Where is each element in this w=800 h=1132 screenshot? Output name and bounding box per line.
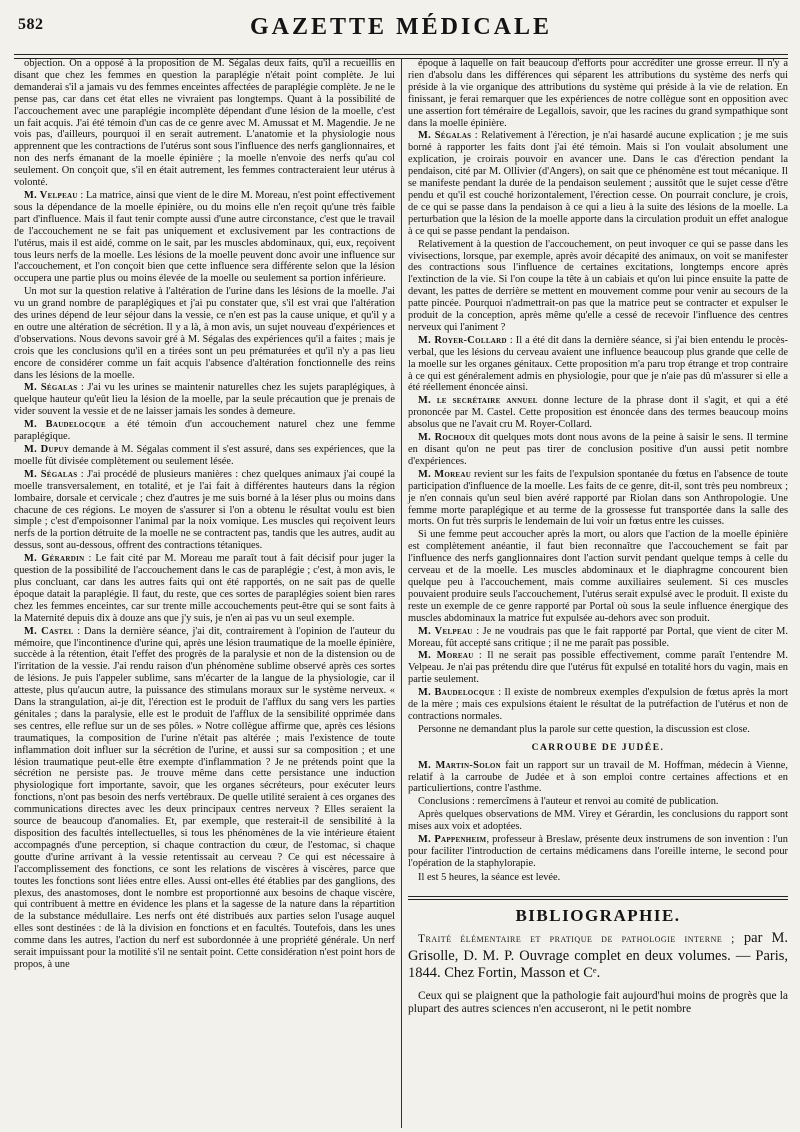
paragraph-text: Conclusions : remercîmens à l'auteur et renvoi au comité de publication. — [418, 796, 719, 808]
paragraph — [14, 444, 395, 468]
paragraph-text: : Le fait cité par M. Moreau me paraît tout à fait décisif pour juger la question de la possibilité de l'accouchement dans le cas de paraplégie ; c'est, à mon avis, le plus concluant, car dans les autres faits qui ont été rapportés, on ne sait pas de quelle époque datait la paraplégie. Il faut, du reste, que ces sortes de paraplégies soient bien rares chez les femmes enceintes, car sur trente mille accouchements peut-être qui se sont faits à la Maternité depuis dix à douze ans que j'y suis, je n'en ai pas vu un seul exemple. — [14, 553, 395, 624]
right-column — [401, 58, 788, 1128]
paragraph-text: Personne ne demandant plus la parole sur cette question, la discussion est close. — [418, 723, 750, 735]
book-details: par M. Grisolle, D. M. P. Ouvrage complet en deux volumes. — Paris, 1844. Chez Fortin, Masson et Cᵉ. — [408, 929, 788, 981]
speaker-name: M. Ségalas — [24, 468, 78, 480]
paragraph — [408, 335, 788, 395]
paragraph-text: demande à M. Ségalas comment il s'est assuré, dans ses expériences, que la moelle fût divisée complètement ou seulement lésée. — [14, 444, 395, 467]
paragraph — [408, 529, 788, 624]
review-intro: Ceux qui se plaignent que la pathologie fait aujourd'hui moins de progrès que la plupart des autres sciences n'en accuseront, ni le petit nombre — [408, 989, 788, 1015]
paragraph-text: : Je ne voudrais pas que le fait rapporté par Portal, que vient de citer M. Moreau, fût accepté sans critique ; il ne me paraît pas possible. — [408, 625, 788, 649]
paragraph — [408, 395, 788, 431]
speaker-name: M. Ségalas — [418, 130, 472, 142]
speaker-name: M. Castel — [24, 625, 74, 637]
section-divider — [408, 896, 788, 900]
right-column-proceedings — [408, 58, 788, 736]
paragraph-text: Un mot sur la question relative à l'altération de l'urine dans les lésions de la moelle. J'ai vu un grand nombre de paraplégiques et j'ai pu constater que, s'il est vrai que l'altération des urines dépend de leur séjour dans la vessie, ce n'en est pas la cause unique, et qu'il y a en outre une altération de sécrétion. Il y a là, à mon avis, un sujet nouveau d'expériences et d'observations. Nous devons savoir gré à M. Ségalas des expériences qu'il a faites ; mais je crois que les conclusions qu'il en a tirées sont un peu prématurées et qu'il n'y a pas lieu encore de considérer comme un fait acquis l'absence d'altération fonctionnelle des reins dans les lésions de la moelle. — [14, 286, 395, 381]
paragraph-text: époque à laquelle on fait beaucoup d'efforts pour accréditer une grosse erreur. Il n'y a rien d'absolu dans les différences qui séparent les attributions du système des nerfs qui préside à la vie organique des attributions du système qui préside à la vie de relation. En finissant, je ferai remarquer que les expériences de notre collègue sont en opposition avec une assertion fort téméraire de Legallois, savoir, que les racines du grand sympathique sont dans la moelle épinière. — [408, 58, 788, 129]
book-title: Traité élémentaire et pratique de pathologie interne ; — [418, 932, 735, 945]
speaker-name: M. Ségalas — [24, 382, 78, 394]
left-column — [14, 58, 401, 1128]
paragraph-text: : Il existe de nombreux exemples d'expulsion de fœtus après la mort de la mère ; mais ces expulsions étaient le résultat de la putréfaction de l'utérus et non de contractions normales. — [408, 687, 788, 722]
paragraph — [14, 382, 395, 418]
paragraph-text: Après quelques observations de MM. Virey et Gérardin, les conclusions du rapport sont mises aux voix et adoptées. — [408, 809, 788, 833]
bibliography-title: BIBLIOGRAPHIE. — [515, 905, 681, 925]
columns — [14, 58, 788, 1128]
paragraph-text: donne lecture de la phrase dont il s'agit, et qui a été prononcée par M. Castel. Cette proposition est énoncée dans des termes beaucoup moins absolus que ne l'avait cru M. Royer-Collard. — [408, 395, 788, 431]
paragraph — [408, 58, 788, 129]
speaker-name: M. Baudelocque — [24, 419, 107, 431]
masthead — [14, 8, 788, 60]
journal-title: GAZETTE MÉDICALE — [249, 14, 553, 40]
paragraph — [408, 687, 788, 723]
speaker-name: M. Moreau — [418, 468, 472, 480]
paragraph-text: , professeur à Breslaw, présente deux instrumens de son invention : l'un pour faciliter l'introduction de certains médicamens dans l'oreille interne, le second pour l'opération de la staphylorapie. — [408, 834, 788, 869]
paragraph-text: : Relativement à l'érection, je n'ai hasardé aucune explication ; je me suis borné à rapporter les faits dont j'ai été témoin. Mais si l'on voulait absolument une explication, je croirais pouvoir en avancer une. Dans le cas d'érection pendant la pendaison, cité par M. Ollivier (d'Angers), on sait que ce phénomène est tout mécanique. Il se manifeste pendant la durée de la pendaison seulement ; aussitôt que le sujet cesse d'être pendu et qu'il est couché horizontalement, l'érection cesse. On pourrait conclure, je crois, de ce qui se passe dans la pendaison à ce qui a lieu à la suite des lésions de la moelle. La perturbation que la lésion de la moelle apporte dans la circulation produit un effet analogue à ce qui se passe pendant la pendaison. — [408, 130, 788, 237]
paragraph — [408, 469, 788, 529]
speaker-name: M. Rochoux — [418, 432, 476, 444]
paragraph — [14, 626, 395, 971]
speaker-name: M. Martin-Solon — [418, 759, 502, 771]
paragraph-text: revient sur les faits de l'expulsion spontanée du fœtus en l'absence de toute participation d'influence de la moelle. Les faits de ce genre, dit-il, sont très peu nombreux ; je n'en connais qu'un seul bien avéré rapporté par Riolan dans son Anthropologie. Une femme morte paraplégique et au terme de la grossesse fut transportée dans la salle des morts. On fut très surpris le lendemain de lui voir un fœtus entre les cuisses. — [408, 468, 788, 528]
paragraph — [408, 650, 788, 686]
speaker-name: M. Velpeau — [24, 189, 78, 201]
paragraph — [408, 724, 788, 736]
header-rule — [14, 54, 788, 55]
paragraph — [14, 190, 395, 285]
paragraph-text: Relativement à la question de l'accouchement, on peut invoquer ce qui se passe dans les vivisections, lorsque, par exemple, après avoir décapité des animaux, on voit se manifester des contractions sous l'influence de certaines excitations, longtemps encore après l'extinction de la vie. Si l'on coupe la tête à un cabiais et qu'on lui pince ensuite la patte de devant, les pattes de derrière se mettent en mouvement comme pour venir au secours de la patte pincée. Pourquoi n'admettrait-on pas que la matrice peut se contracter et expulser le produit de la conception, après même qu'elle a cessé de recevoir l'influence des centres nerveux qui l'animent ? — [408, 238, 788, 333]
paragraph-text: : J'ai vu les urines se maintenir naturelles chez les sujets paraplégiques, à quelque hauteur qu'eût lieu la lésion de la moelle, par la seule précaution que je prenais de vider souvent la vessie et de ne laisser jamais les sondes à demeure. — [14, 382, 395, 418]
paragraph — [408, 809, 788, 833]
speaker-name: M. Baudelocque — [418, 687, 495, 699]
paragraph-text: Si une femme peut accoucher après la mort, ou alors que l'action de la moelle épinière est complètement anéantie, il faut bien reconnaître que l'accouchement se fait par l'influence des nerfs ganglionnaires dont l'action survit pendant quelque temps à celle du cerveau et de la moelle. Les muscles abdominaux et le diaphragme concourent bien quelque peu à l'accouchement, mais comme auxiliaires seulement. Si ces muscles pouvaient produire seuls l'accouchement, l'utérus serait expulsé avec le produit. Il existe du reste un exemple de ce genre rapporté par Portal où sous la seule influence énergique des muscles abdominaux la matrice fut expulsée au-dehors avec son produit. — [408, 529, 788, 624]
paragraph — [408, 626, 788, 650]
paragraph — [408, 796, 788, 808]
speaker-name: M. Pappenheim — [418, 834, 487, 846]
paragraph-text: dit quelques mots dont nous avons de la peine à saisir le sens. Il termine en disant qu'on ne peut pas tirer de conclusion positive d'un aussi petit nombre d'expériences. — [408, 432, 788, 467]
page-number: 582 — [18, 16, 44, 33]
paragraph — [14, 419, 395, 443]
closing-line: Il est 5 heures, la séance est levée. — [418, 871, 561, 883]
speaker-name: M. Royer-Collard — [418, 334, 507, 346]
speaker-name: M. Velpeau — [418, 625, 473, 637]
section-subhead: CARROUBE DE JUDÉE. — [531, 742, 665, 753]
paragraph — [14, 58, 395, 189]
paragraph-text: fait un rapport sur un travail de M. Hoffman, médecin à Vienne, relatif à la carroube de Judée et à son emploi contre certaines affections et en particuliertions, contre l'asthme. — [408, 759, 788, 795]
paragraph-text: : J'ai procédé de plusieurs manières : chez quelques animaux j'ai coupé la moelle transversalement, en totalité, et je l'ai fait à différentes hauteurs dans la région lombaire, dorsale et cervicale ; chez d'autres je me suis borné à la léser plus ou moins dans chacune de ces régions. Le moyen de s'assurer si l'on a obtenu le résultat voulu est bien simple ; c'est d'empoisonner l'animal par la noix vomique. Les muscles qui reçoivent leurs nerfs de la portion détruite de la moelle ne se contractent pas, tandis que les autres, audit au dessus, sont au-dessous, offrent des contractions tétaniques. — [14, 468, 395, 552]
paragraph-text: : Dans la dernière séance, j'ai dit, contrairement à l'opinion de l'auteur du mémoire, que l'incontinence d'urine qui, après une lésion traumatique de la moelle épinière, succède à la rétention, était l'effet des progrès de la paralysie et non de la distension ou de l'irritation de la vessie. J'ai rendu raison d'un phénomène sublime observé après ces sortes de lésions. Je puis l'appeler sublime, sans m'écarter de la langue de la physiologie, car il atteste, plus qu'aucun autre, la puissance des stimulans moraux sur le système nerveux. « Dans la strangulation, ai-je dit, l'érection est le produit de l'afflux du sang vers les parties génitales ; dans la paralysie, elle est le produit de l'afflux de la sensibilité opprimée dans ses centres, elle reflue sur un de ses pôles. » Notre collègue affirme que, après ces lésions traumatiques, la composition de l'urine n'était pas altérée ; mais l'existence de toute inflammation doit influer sur la sécrétion de l'urine, et aussi sur sa composition ; et une lésion traumatique peut-elle être exempte d'inflammation ? Je ne prétends point que la sécrétion ne persiste pas. Je trouve même dans cette persistance une induction physiologique fort importante, savoir, que les organes sécréteurs, pour exécuter leurs fonctions, n'ont pas besoin des nerfs vertébraux. De quelle utilité seraient à ces organes des communications directes avec les deux principaux centres nerveux ? Elles seraient la source de beaucoup d'anomalies. Et, par exemple, que resterait-il de sensibilité à la disposition des facultés intellectuelles, si tous les phénomènes de la vie intérieure étaient accompagnés d'une perception, si chaque contraction du cœur, de l'estomac, si chaque goutte d'urine arrivant à la vessie retentissait au cerveau ? Ce qui est nécessaire à l'accomplissement des fonctions, ce sont les relations de viscères à viscères, parce que toutes les fonctions sont liées entre elles. Aussi ont-elles été établies par des ganglions, des plexus, des anastomoses, dont le nombre est proportionné aux besoins de chaque viscère, qui contribuent à mettre en évidence les plans et la sagesse de la nature dans la répartition de la substance médullaire. Les nerfs ont été distribués aux parties selon l'usage auquel elles sont destinées : de là la division en fonctions et en facultés. Toutefois, dans les unes comme dans les autres, l'action du nerf est subordonnée à une propriété générale. Un nerf serait impuissant pour la motilité s'il ne sentait point. Cette considération n'est point hors de propos, à une — [14, 625, 396, 970]
paragraph-text: : La matrice, ainsi que vient de le dire M. Moreau, n'est point effectivement sous la dépendance de la moelle épinière, ou du moins elle n'en reçoit qu'une très faible part d'influence. Mais il faut tenir compte aussi d'une autre circonstance, c'est que le travail de l'accouchement ne se fait pas uniquement et exclusivement par les contractions de l'utérus, mais il est aidé, comme on le sait, par les muscles abdominaux, qui, eux, reçoivent tous leurs nerfs de la moelle. Les lésions de la moelle peuvent donc avoir une influence sur l'accouchement, et l'on conçoit bien que cette influence sera différente selon que la lésion occupera une partie plus ou moins élevée de la moelle ou seulement sa portion inférieure. — [14, 189, 395, 285]
paragraph — [408, 239, 788, 334]
paragraph — [14, 469, 395, 552]
paragraph-text: objection. On a opposé à la proposition de M. Ségalas deux faits, qu'il a recueillis en disant que chez les femmes en question la paraplégie n'était point complète. Je lui demanderai s'il a jamais vu des femmes enceintes affectées de paraplégie complète. Je ne le pense pas, car dans cet état elles ne vivraient pas longtemps. Quant à la possibilité de l'accouchement avec une paraplégie incomplète dépendant d'une lésion de la moelle, c'est un fait acquis. J'ai été témoin d'un cas de ce genre avec M. Amussat et M. Magendie. Je ne vois pas, d'ailleurs, pourquoi il en serait autrement. L'anatomie et la physiologie nous apprennent que les contractions de l'utérus sont sous l'influence des nerfs ganglionnaires, et non des nerfs émanant de la moelle épinière ; la moelle n'envoie des nerfs qu'au col seulement. On conçoit que, s'il en était autrement, les femmes contracteraient leur utérus à volonté. — [14, 58, 395, 189]
speaker-name: M. Gérardin — [24, 553, 85, 565]
speaker-name: M. le secrétaire annuel — [418, 395, 538, 407]
paragraph — [408, 760, 788, 796]
speaker-name: M. Dupuy — [24, 444, 70, 455]
paragraph — [408, 130, 788, 237]
paragraph — [408, 432, 788, 468]
paragraph-text: : Il a été dit dans la dernière séance, si j'ai bien entendu le procès-verbal, que les lésions du cerveau avaient une influence beaucoup plus grande que celle de la moelle sur les organes génitaux. Cette proposition m'a paru trop étrange et trop contraire à ce qui est généralement admis en physiologie, pour que je n'aie pas dû m'assurer si elle a été réellement énoncée ainsi. — [408, 334, 788, 394]
paragraph — [408, 834, 788, 870]
book-citation — [408, 930, 788, 982]
paragraph — [14, 553, 395, 624]
right-column-reports — [408, 760, 788, 870]
paragraph — [14, 286, 395, 381]
paragraph-text: : Il ne serait pas possible effectivement, comme paraît l'entendre M. Velpeau. Je n'ai pas prétendu dire que l'utérus fût expulsé en totalité hors du vagin, mais en partie seulement. — [408, 650, 788, 686]
paragraph-text: a été témoin d'un accouchement naturel chez une femme paraplégique. — [14, 419, 395, 443]
speaker-name: M. Moreau — [418, 650, 474, 662]
